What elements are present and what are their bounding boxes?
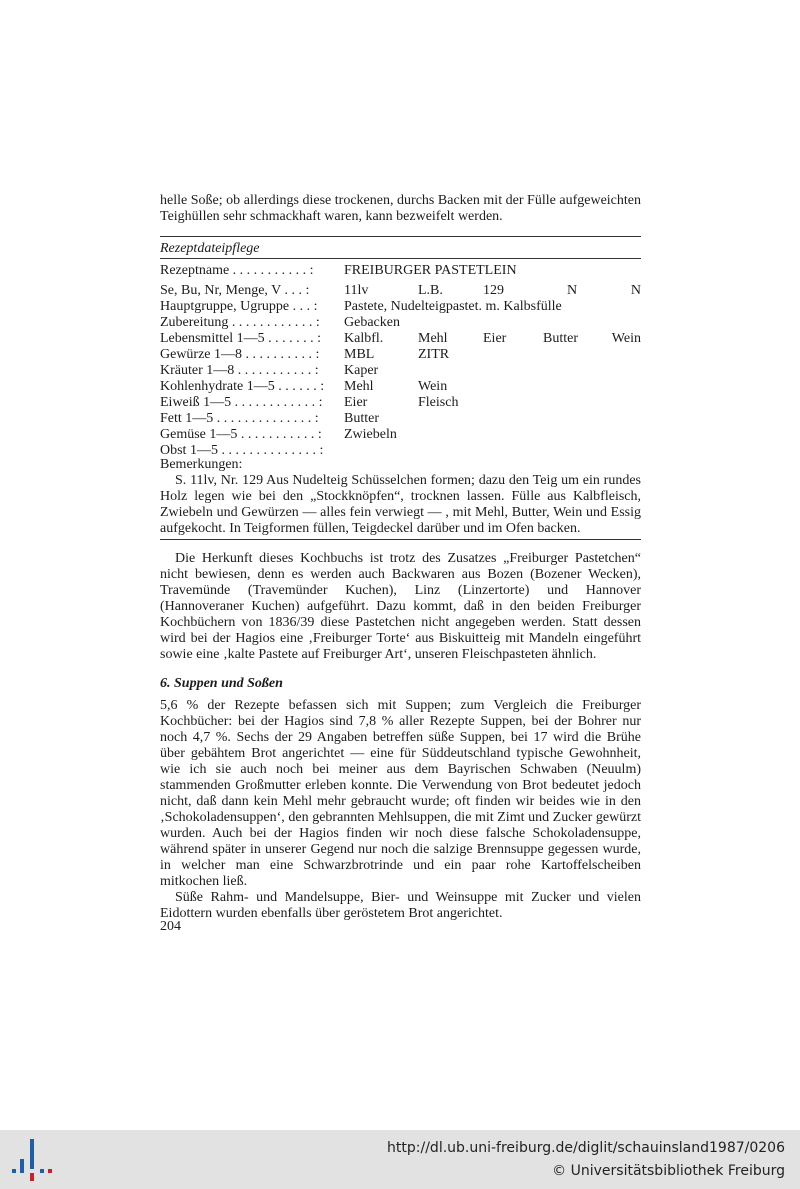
recipe-field-value: Kalbfl. [344,331,384,346]
remarks-text: S. 11lv, Nr. 129 Aus Nudelteig Schüsselchen formen; dazu den Teig um ein rundes Holz legen wie bei den „Stockknöpfen“, trocknen lassen. Fülle aus Kalbfleisch, Zwiebeln und Gewürzen — alles fein verwiegt — , mit Mehl, Butter, Wein und Essig aufgekocht. In Teigformen füllen, Teigdeckel darüber und im Ofen backen. [160,473,641,536]
recipe-top-rule [160,236,641,237]
remarks-label: Bemerkungen: [160,457,243,472]
recipe-row [160,379,641,395]
recipe-field-value: Mehl [418,331,448,346]
recipe-row [160,283,641,299]
recipe-field-value: Zwiebeln [344,427,397,442]
suppen-text: 5,6 % der Rezepte befassen sich mit Suppen; zum Vergleich die Freiburger Kochbücher: bei der Hagios sind 7,8 % aller Rezepte Suppen, bei der Bohrer nur noch 4,7 %. Sechs der 29 Angaben betreffen süße Suppen, bei 17 wird die Brühe über gebähtem Brot angerichtet — eine für Süddeutschland typische Gewohnheit, wie ich sie auch noch bei meiner aus dem Bayrischen Schwaben (Neuulm) stammenden Großmutter erleben konnte. Die Verwendung von Brot bedeutet jedoch nicht, daß dann kein Mehl mehr gebraucht wurde; oft finden wir beides wie in den ‚Schokoladensuppen‘, den gebrannten Mehlsuppen, die mit Zimt und Zucker gewürzt wurden. Auch bei der Hagios finden wir noch diese falsche Schokoladensuppe, während später in unserer Gegend nur noch die salzige Brennsuppe gegessen wurde, in welcher man eine Schwarzbrotrinde und ein paar rohe Kartoffelscheiben mitkochen ließ. [160,698,641,889]
library-logo-icon [12,1139,52,1181]
recipe-field-value: Kaper [344,363,379,378]
recipe-row [160,427,641,443]
remarks-block [160,473,641,537]
recipe-field-label: Zubereitung . . . . . . . . . . . . : [160,315,320,330]
recipe-field-value: MBL [344,347,375,362]
recipe-field-value: ZITR [418,347,450,362]
recipe-field-value: Wein [418,379,448,394]
recipe-field-value: Mehl [344,379,374,394]
recipe-field-label: Gemüse 1—5 . . . . . . . . . . . : [160,427,322,442]
remarks-label-row [160,457,641,473]
copyright-notice: © Universitätsbibliothek Freiburg [552,1163,785,1179]
intro-text: helle Soße; ob allerdings diese trockenen, durchs Backen mit der Fülle aufgeweichten Teighüllen sehr schmackhaft waren, kann bezweifelt werden. [160,193,641,224]
recipe-row [160,411,641,427]
recipe-field-label: Kräuter 1—8 . . . . . . . . . . . : [160,363,319,378]
recipe-field-value: 129 [483,283,504,298]
recipe-field-value: N [630,283,641,298]
recipe-field-label: Rezeptname . . . . . . . . . . . : [160,263,314,278]
recipe-field-value: L.B. [418,283,443,298]
recipe-row [160,347,641,363]
recipe-field-value: 11lv [344,283,369,298]
herkunft-text: Die Herkunft dieses Kochbuchs ist trotz des Zusatzes „Freiburger Pastetchen“ nicht bewiesen, denn es werden auch Backwaren aus Bozen (Bozener Wecken), Travemünde (Travemünder Kuchen), Linz (Linzertorte) und Hannover (Hannoveraner Kuchen) aufgeführt. Dazu kommt, daß in den beiden Freiburger Kochbüchern von 1836/39 diese Pastetchen nicht angegeben werden. Statt dessen wird bei der Hagios eine ‚Freiburger Torte‘ aus Biskuitteig mit Mandeln eingeführt sowie eine ‚kalte Pastete auf Freiburger Art‘, unseren Fleischpasteten ähnlich. [160,551,641,662]
recipe-bottom-rule [160,539,641,540]
source-url[interactable]: http://dl.ub.uni-freiburg.de/diglit/schauinsland1987/0206 [387,1140,785,1156]
recipe-row [160,395,641,411]
recipe-field-value: Pastete, Nudelteigpastet. m. Kalbsfülle [344,299,562,314]
recipe-row [160,263,641,279]
recipe-field-value: Eier [344,395,368,410]
recipe-field-value: Eier [483,331,507,346]
herkunft-paragraph [160,551,641,663]
recipe-field-label: Lebensmittel 1—5 . . . . . . . : [160,331,321,346]
recipe-field-value: FREIBURGER PASTETLEIN [344,263,517,278]
recipe-field-value: Butter [543,331,578,346]
suppen-paragraph [160,698,641,922]
recipe-field-label: Se, Bu, Nr, Menge, V . . . : [160,283,310,298]
recipe-field-label: Eiweiß 1—5 . . . . . . . . . . . . : [160,395,323,410]
recipe-row [160,363,641,379]
section-heading: 6. Suppen und Soßen [160,676,283,691]
recipe-field-label: Obst 1—5 . . . . . . . . . . . . . . : [160,443,324,458]
recipe-field-value: Fleisch [418,395,459,410]
recipe-row [160,315,641,331]
viewer-footer [0,1130,800,1189]
rahm-text: Süße Rahm- und Mandelsuppe, Bier- und Weinsuppe mit Zucker und vielen Eidottern wurden ebenfalls über geröstetem Brot angerichtet. [160,890,641,921]
recipe-field-value: Butter [344,411,379,426]
recipe-field-value: Wein [611,331,641,346]
intro-paragraph [160,193,641,225]
recipe-field-label: Hauptgruppe, Ugruppe . . . : [160,299,318,314]
recipe-row [160,331,641,347]
recipe-row [160,299,641,315]
recipe-box-title: Rezeptdateipflege [160,241,260,256]
recipe-field-value: Gebacken [344,315,400,330]
recipe-field-label: Gewürze 1—8 . . . . . . . . . . : [160,347,320,362]
recipe-field-label: Fett 1—5 . . . . . . . . . . . . . . : [160,411,319,426]
recipe-title-rule [160,258,641,259]
recipe-field-label: Kohlenhydrate 1—5 . . . . . . : [160,379,325,394]
recipe-field-value: N [567,283,578,298]
page-number: 204 [160,919,181,934]
